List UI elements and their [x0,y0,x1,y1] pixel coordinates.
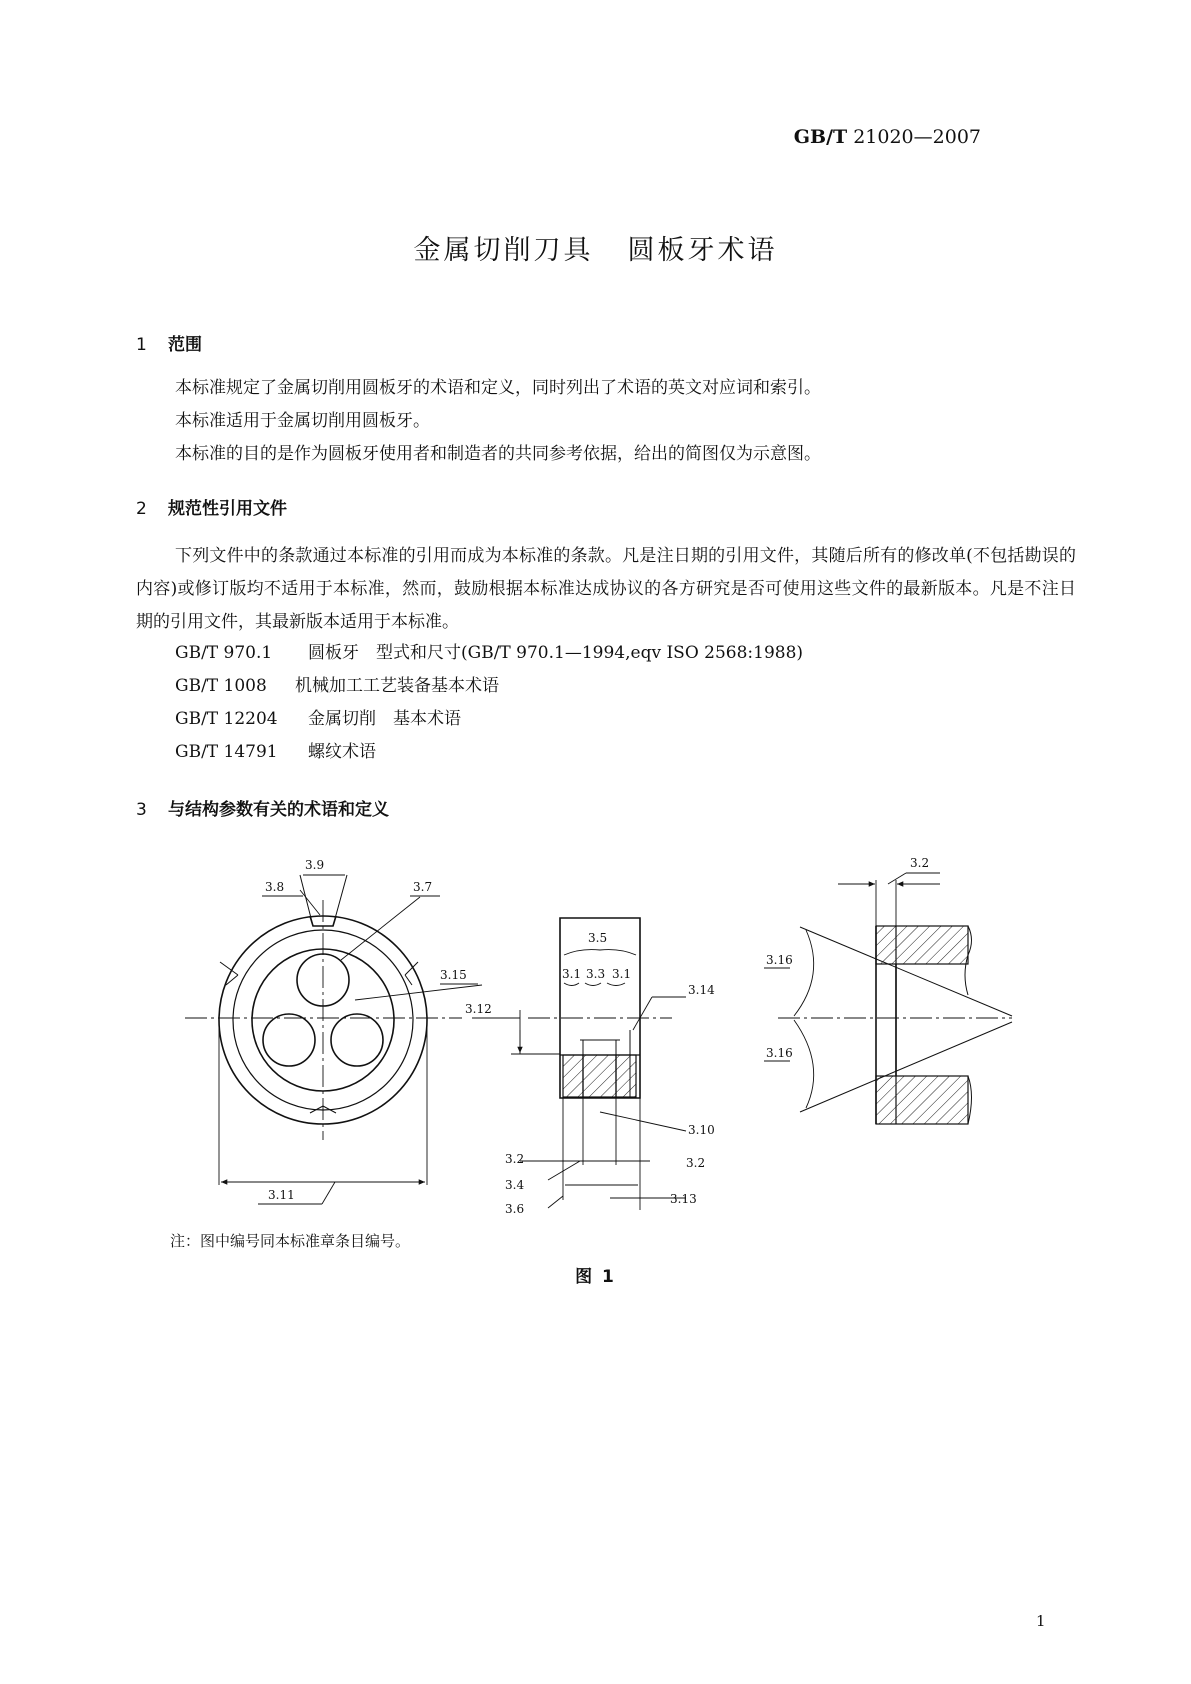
figure-note: 注：图中编号同本标准章条目编号。 [170,1232,411,1250]
section-1-heading: 1 范围 [136,335,202,355]
standard-code [794,126,981,148]
reference-code: GB/T 1008 [175,676,267,696]
label-3-2-left: 3.2 [505,1152,525,1166]
reference-title: 金属切削 基本术语 [308,709,461,729]
page-title [0,228,1191,267]
chip-hole [331,1014,383,1066]
label-3-4: 3.4 [505,1178,525,1192]
reference-item [175,670,499,703]
reference-item [175,736,376,769]
section-2-paragraph: 下列文件中的条款通过本标准的引用而成为本标准的条款。凡是注日期的引用文件，其随后所有的修改单(不包括勘误的内容)或修订版均不适用于本标准，然而，鼓励根据本标准达成协议的各方研究是否可使用这些文件的最新版本。凡是不注日期的引用文件，其最新版本适用于本标准。 [136,546,1076,632]
label-3-5: 3.5 [588,931,608,945]
standard-number: 21020—2007 [853,126,981,148]
label-3-16-bottom: 3.16 [766,1046,793,1060]
label-3-2-right: 3.2 [686,1156,706,1170]
section-1-line-2: 本标准适用于金属切削用圆板牙。 [175,411,430,431]
reference-code: GB/T 12204 [175,709,278,729]
title-part2: 圆板牙术语 [627,235,778,266]
label-3-2-detail: 3.2 [910,856,930,870]
label-3-15: 3.15 [440,968,467,982]
label-3-7: 3.7 [413,880,433,894]
section-1-line-3: 本标准的目的是作为圆板牙使用者和制造者的共同参考依据，给出的简图仅为示意图。 [175,444,821,464]
label-3-11: 3.11 [268,1188,295,1202]
figure-caption: 图 1 [575,1267,616,1287]
detail-section-view [764,873,1012,1124]
chip-hole [263,1014,315,1066]
reference-code: GB/T 14791 [175,742,278,762]
label-3-3: 3.3 [586,967,606,981]
technical-drawing [0,840,1191,1220]
label-3-14: 3.14 [688,983,715,997]
label-3-1-right: 3.1 [612,967,632,981]
standard-prefix: GB/T [793,126,848,148]
reference-code: GB/T 970.1 [175,643,273,663]
label-3-10: 3.10 [688,1123,715,1137]
reference-title: 圆板牙 型式和尺寸(GB/T 970.1—1994,eqv ISO 2568:1988) [308,643,804,663]
label-3-13: 3.13 [670,1192,697,1206]
label-3-1-left: 3.1 [562,967,582,981]
label-3-6: 3.6 [505,1202,525,1216]
label-3-9: 3.9 [305,858,325,872]
section-1-line-1: 本标准规定了金属切削用圆板牙的术语和定义，同时列出了术语的英文对应词和索引。 [175,378,821,398]
die-section-view [472,918,686,1210]
label-3-12: 3.12 [465,1002,492,1016]
label-3-16-top: 3.16 [766,953,793,967]
page-number: 1 [1036,1612,1046,1630]
die-front-view [185,875,482,1204]
section-3-heading: 3 与结构参数有关的术语和定义 [136,800,389,820]
reference-item [175,637,803,670]
label-3-8: 3.8 [265,880,285,894]
reference-item [175,703,461,736]
reference-title: 螺纹术语 [308,742,376,762]
section-2-heading: 2 规范性引用文件 [136,499,287,519]
title-part1: 金属切削刀具 [413,235,594,266]
reference-title: 机械加工工艺装备基本术语 [295,676,499,696]
